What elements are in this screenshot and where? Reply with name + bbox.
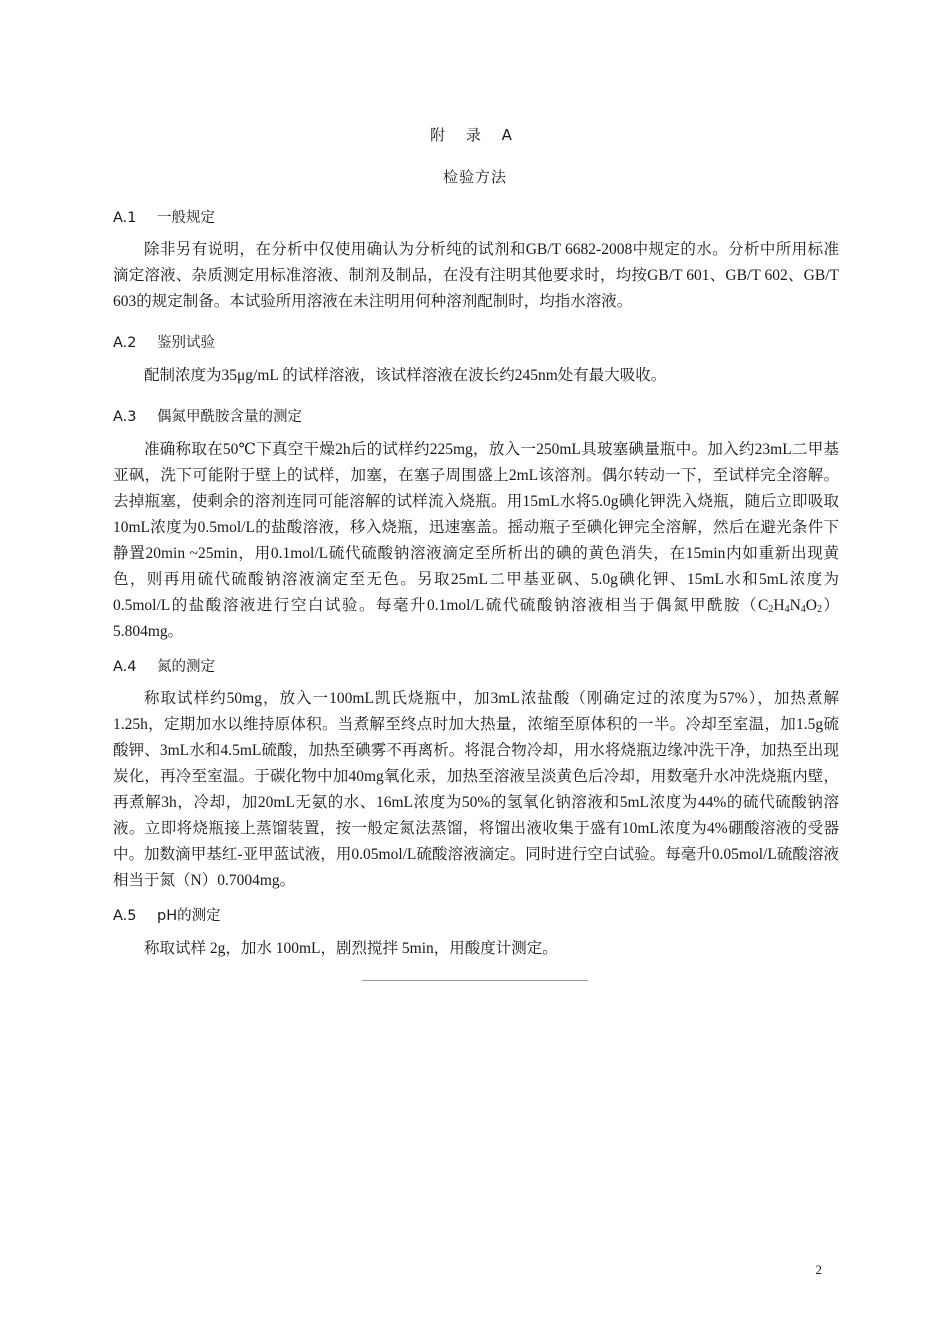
section-title: 一般规定 [157,210,215,226]
section-heading-a4 [113,655,215,676]
section-text-a4: 称取试样约50mg，放入一100mL凯氏烧瓶中，加3mL浓盐酸（刚确定过的浓度为57%），加热煮解1.25h，定期加水以维持原体积。当煮解至终点时加大热量，浓缩至原体积的一半。冷却至室温，加1.5g硫酸钾、3mL水和4.5mL硫酸，加热至碘雾不再离析。将混合物冷却，用水将烧瓶边缘冲洗干净，加热至出现炭化，再冷至室温。于碳化物中加40mg氧化汞，加热至溶液呈淡黄色后冷却，用数毫升水冲洗烧瓶内壁，再煮解3h，冷却，加20mL无氨的水、16mL浓度为50%的氢氧化钠溶液和5mL浓度为44%的硫代硫酸钠溶液。立即将烧瓶接上蒸馏装置，按一般定氮法蒸馏，将馏出液收集于盛有10mL浓度为4%硼酸溶液的受器中。加数滴甲基红-亚甲蓝试液，用0.05mol/L硫酸溶液滴定。同时进行空白试验。每毫升0.05mol/L硫酸溶液相当于氮（N）0.7004mg。 [113,690,839,889]
section-text-body: 准确称取在50℃下真空干燥2h后的试样约225mg，放入一250mL具玻塞碘量瓶中。加入约23mL二甲基亚砜，洗下可能附于壁上的试样，加塞，在塞子周围盛上2mL该溶剂。偶尔转动一下，至试样完全溶解。去掉瓶塞，使剩余的溶剂连同可能溶解的试样流入烧瓶。用15mL水将5.0g碘化钾洗入烧瓶，随后立即吸取10mL浓度为0.5mol/L的盐酸溶液，移入烧瓶，迅速塞盖。摇动瓶子至碘化钾完全溶解，然后在避光条件下静置20min ~25min，用0.1mol/L硫代硫酸钠溶液滴定至所析出的碘的黄色消失，在15min内如重新出现黄色，则再用硫代硫酸钠溶液滴定至无色。另取25mL二甲基亚砜、5.0g碘化钾、15mL水和5mL浓度为0.5mol/L的盐酸溶液进行空白试验。每毫升0.1mol/L硫代硫酸钠溶液相当于偶氮甲酰胺（ [113,441,839,614]
section-number: A.3 [113,409,137,425]
section-number: A.5 [113,908,137,924]
section-title: 氮的测定 [157,659,215,675]
section-number: A.4 [113,659,137,675]
chemical-formula: $C_2H_4N_4O_2$ [758,597,822,615]
end-rule [362,980,588,981]
section-heading-a3 [113,405,302,426]
section-title: pH的测定 [157,908,221,924]
section-text-a3 [113,437,839,645]
page-number: 2 [815,1262,822,1277]
section-text-a1: 除非另有说明，在分析中仅使用确认为分析纯的试剂和GB/T 6682-2008中规定的水。分析中所用标准滴定溶液、杂质测定用标准溶液、制剂及制品，在没有注明其他要求时，均按GB/T 601、GB/T 602、GB/T 603的规定制备。本试验所用溶液在未注明用何种溶剂配制时，均指水溶液。 [113,241,839,310]
section-number: A.2 [113,335,137,351]
section-text-a5: 称取试样 2g，加水 100mL，剧烈搅拌 5min，用酸度计测定。 [144,940,558,957]
section-heading-a2 [113,331,215,352]
section-text-a2: 配制浓度为35μg/mL 的试样溶液，该试样溶液在波长约245nm处有最大吸收。 [144,367,667,384]
section-title: 偶氮甲酰胺含量的测定 [157,409,302,425]
section-heading-a5 [113,904,221,925]
section-text-tail: ）5.804mg。 [113,597,839,640]
appendix-title: 附 录 A [430,126,520,144]
method-title: 检验方法 [442,168,507,186]
section-number: A.1 [113,210,137,226]
section-title: 鉴别试验 [157,335,215,351]
section-heading-a1 [113,206,215,227]
